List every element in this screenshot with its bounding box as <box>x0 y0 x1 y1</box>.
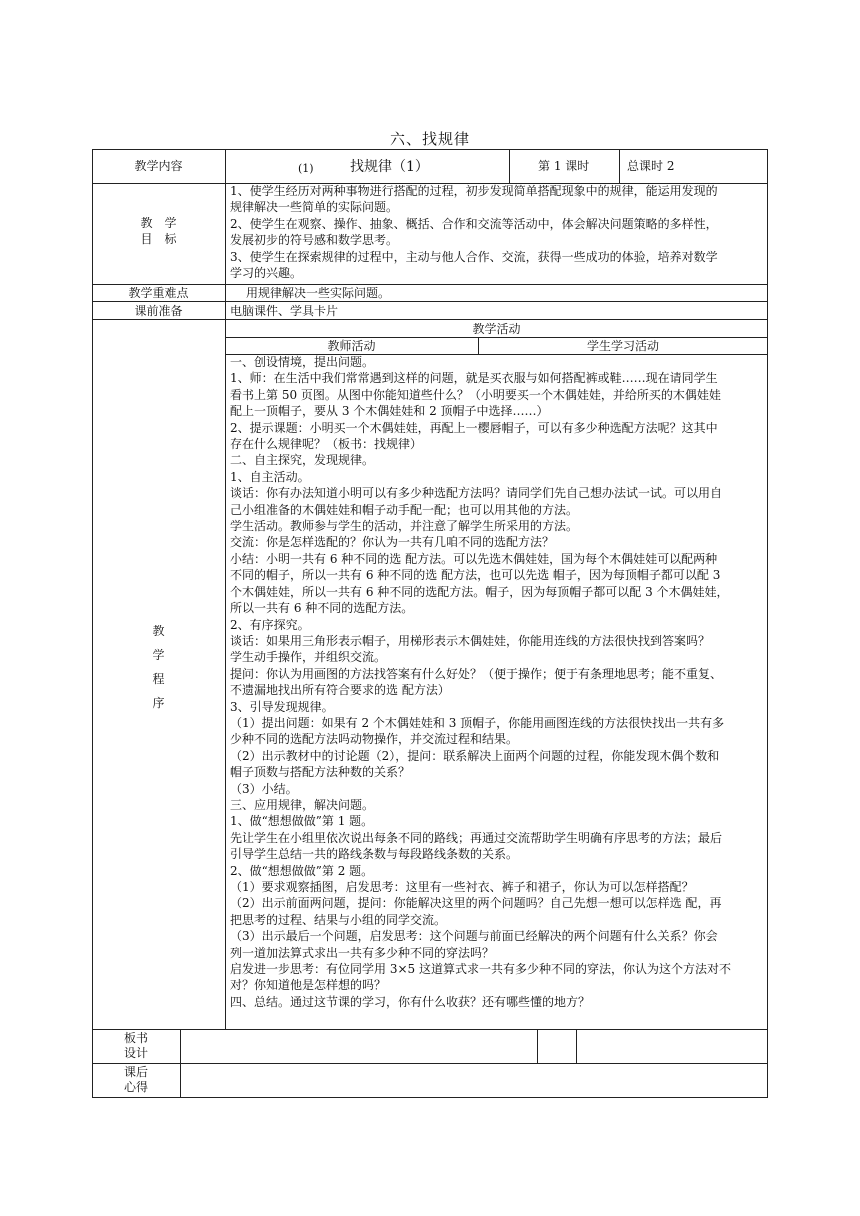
program-line: 学生活动。教师参与学生的活动，并注意了解学生所采用的方法。 <box>230 519 579 534</box>
program-line: （1）要求观察插图，启发思考：这里有一些衬衣、裤子和裙子，你认为可以怎样搭配？ <box>230 880 694 894</box>
program-line: （2）出示前面两问题，提问：你能解决这里的两个问题吗？自己先想一想可以怎样选 配，再 <box>230 896 722 911</box>
program-line: 2、有序探究。 <box>230 617 310 632</box>
objective-line: 3、使学生在探索规律的过程中，主动与他人合作、交流，获得一些成功的体验，培养对数学 <box>230 249 718 264</box>
activity-header: 教学活动 <box>472 322 521 336</box>
lesson-period: 第 1 课时 <box>538 159 590 173</box>
program-line: 3、引导发现规律。 <box>230 699 334 714</box>
program-line: 2、做“想想做做”第 2 题。 <box>230 863 374 878</box>
board-design-cell-2[interactable] <box>538 1030 576 1063</box>
objective-line: 规律解决一些简单的实际问题。 <box>230 200 399 215</box>
program-line: 引导学生总结一共的路线条数与每段路线条数的关系。 <box>230 847 519 862</box>
page-title: 六、找规律 <box>389 130 470 148</box>
program-line: 三、应用规律，解决问题。 <box>230 797 375 812</box>
objective-line: 1、使学生经历对两种事物进行搭配的过程，初步发现简单搭配现象中的规律，能运用发现的 <box>230 184 718 198</box>
program-line: 把思考的过程、结果与小组的同学交流。 <box>230 912 447 927</box>
program-line: 启发进一步思考：有位同学用 3×5 这道算式求一共有多少种不同的穿法，你认为这个方法对不 <box>230 962 731 977</box>
program-line: 学生动手操作，并组织交流。 <box>230 650 387 665</box>
program-line: 1、师：在生活中我们常常遇到这样的问题，就是买衣服与如何搭配裤或鞋……现在请同学生 <box>230 371 718 386</box>
program-line: 二、自主探究，发现规律。 <box>230 453 375 468</box>
program-line: 看书上第 50 页图。从图中你能知道些什么？（小明要买一个木偶娃娃，并给所买的木偶娃娃 <box>230 387 721 402</box>
reflection-label: 课后 心得 <box>123 1065 148 1094</box>
program-line: （1）提出问题：如果有 2 个木偶娃娃和 3 顶帽子，你能用画图连线的方法很快找出一共有多 <box>230 715 725 730</box>
program-line: （2）出示教材中的讨论题（2），提问：联系解决上面两个问题的过程，你能发现木偶个数和 <box>230 748 720 763</box>
reflection-field[interactable] <box>181 1064 767 1097</box>
program-line: 1、自主活动。 <box>230 469 310 484</box>
program-line: 谈话：你有办法知道小明可以有多少种选配方法吗？请同学们先自己想办法试一试。可以用自 <box>230 486 723 501</box>
program-line: 己小组准备的木偶娃娃和帽子动手配一配；也可以用其他的方法。 <box>230 502 579 517</box>
student-activity-header: 学生学习活动 <box>586 339 659 353</box>
total-periods: 总课时 2 <box>627 159 675 173</box>
prep-value: 电脑课件、学具卡片 <box>230 304 339 318</box>
program-line: 少种不同的选配方法吗动物操作，并交流过程和结果。 <box>230 732 519 747</box>
program-line: 对？你知道他是怎样想的吗？ <box>230 978 387 993</box>
program-line: 所以一共有 6 种不同的选配方法。 <box>230 601 414 616</box>
objectives-label: 教 学 目 标 <box>140 216 177 246</box>
objective-line: 学习的兴趣。 <box>230 266 303 281</box>
lesson-number: (1) <box>298 162 314 175</box>
program-line: 存在什么规律呢？（板书：找规律） <box>230 437 423 452</box>
program-line: （3）小结。 <box>230 781 298 796</box>
content-label: 教学内容 <box>134 159 183 173</box>
program-line: 提问：你认为用画图的方法找答案有什么好处？（便于操作；便于有条理地思考；能不重复、 <box>230 666 723 681</box>
program-label: 教 学 程 序 <box>152 624 165 710</box>
board-design-cell-3[interactable] <box>577 1030 767 1063</box>
lesson-plan-table <box>92 149 768 1098</box>
lesson-title: 找规律（1） <box>350 159 429 175</box>
objectives-text <box>230 183 764 281</box>
program-line: 四、总结。通过这节课的学习，你有什么收获？还有哪些懂的地方？ <box>230 994 591 1009</box>
teacher-activity-header: 教师活动 <box>327 339 376 353</box>
key-points-label: 教学重难点 <box>128 286 189 300</box>
key-points-value: 用规律解决一些实际问题。 <box>246 286 391 300</box>
prep-label: 课前准备 <box>134 304 183 318</box>
objective-line: 发展初步的符号感和数学思考。 <box>230 233 399 248</box>
program-line: 先让学生在小组里依次说出每条不同的路线；再通过交流帮助学生明确有序思考的方法；最后 <box>230 830 723 845</box>
program-line: 不遗漏地找出所有符合要求的选 配方法） <box>230 683 450 698</box>
program-line: 不同的帽子，所以一共有 6 种不同的选 配方法，也可以先选 帽子，因为每顶帽子都可以配 3 <box>230 568 721 583</box>
program-line: 1、做“想想做做”第 1 题。 <box>230 814 374 829</box>
program-line: 帽子顶数与搭配方法种数的关系？ <box>230 765 411 780</box>
board-design-field[interactable] <box>181 1030 537 1063</box>
program-line: 个木偶娃娃，所以一共有 6 种不同的选配方法。帽子，因为每顶帽子都可以配 3 个木偶娃娃， <box>230 584 729 599</box>
board-design-label: 板书 设计 <box>123 1031 148 1060</box>
program-text <box>230 354 764 1010</box>
program-line: 配上一顶帽子，要从 3 个木偶娃娃和 2 顶帽子中选择……） <box>230 404 549 419</box>
program-line: 交流：你是怎样选配的？你认为一共有几咱不同的选配方法？ <box>230 535 555 550</box>
objective-line: 2、使学生在观察、操作、抽象、概括、合作和交流等活动中，体会解决问题策略的多样性， <box>230 216 718 231</box>
program-line: 一、创设情境，提出问题。 <box>230 355 375 369</box>
program-line: 谈话：如果用三角形表示帽子，用梯形表示木偶娃娃，你能用连线的方法很快找到答案吗？ <box>230 633 711 648</box>
program-line: （3）出示最后一个问题，启发思考：这个问题与前面已经解决的两个问题有什么关系？你会 <box>230 929 718 944</box>
program-line: 列一道加法算式求出一共有多少种不同的穿法吗？ <box>230 945 495 960</box>
program-line: 小结：小明一共有 6 种不同的选 配方法。可以先选木偶娃娃，国为每个木偶娃娃可以配两种 <box>230 551 718 566</box>
program-line: 2、提示课题：小明买一个木偶娃娃，再配上一樱唇帽子，可以有多少种选配方法呢？这其中 <box>230 420 718 435</box>
